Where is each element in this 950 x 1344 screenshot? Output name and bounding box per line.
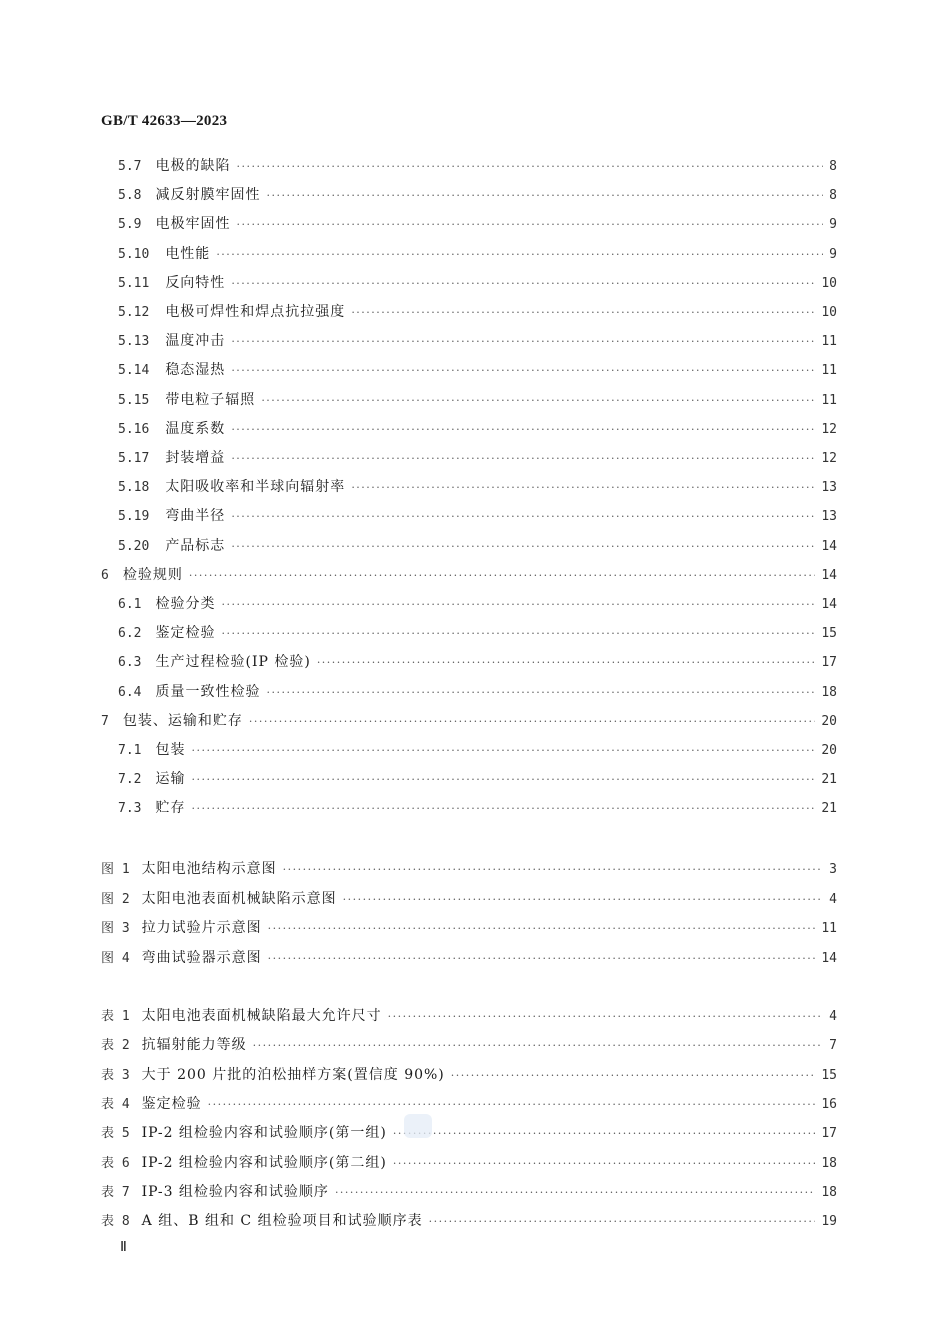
entry-number: 5.8 (118, 188, 142, 204)
entry-page-number: 8 (829, 159, 837, 174)
table-list-entry[interactable] (101, 1064, 837, 1086)
toc-entry[interactable] (118, 243, 837, 265)
toc-entry[interactable] (118, 622, 837, 644)
entry-page-number: 14 (821, 597, 837, 612)
dot-leader (221, 623, 815, 645)
entry-number: 7.2 (118, 772, 142, 788)
toc-entry[interactable] (118, 476, 837, 498)
toc-entry[interactable] (118, 681, 837, 703)
dot-leader (208, 1094, 816, 1116)
entry-page-number: 4 (829, 891, 837, 907)
entry-number: 图 1 (101, 862, 130, 877)
entry-number: 表 6 (101, 1155, 130, 1171)
entry-number: 5.16 (118, 421, 150, 437)
entry-number: 5.13 (118, 334, 150, 350)
toc-entry[interactable] (118, 768, 837, 790)
dot-leader (268, 948, 816, 970)
entry-page-number: 21 (821, 801, 837, 817)
entry-title: 稳态湿热 (165, 362, 226, 379)
entry-page-number: 19 (821, 1214, 837, 1230)
entry-number: 5.12 (118, 305, 150, 320)
toc-entry[interactable] (118, 739, 837, 761)
entry-title: 太阳吸收率和半球向辐射率 (165, 479, 346, 496)
entry-number: 表 5 (101, 1126, 130, 1142)
dot-leader (451, 1065, 816, 1087)
entry-title: 弯曲试验器示意图 (141, 949, 262, 966)
entry-page-number: 11 (821, 921, 837, 936)
dot-leader (351, 302, 815, 324)
dot-leader (189, 565, 816, 587)
entry-page-number: 13 (821, 509, 837, 525)
entry-page-number: 18 (821, 684, 837, 700)
figure-list-entry[interactable] (101, 917, 837, 939)
dot-leader (231, 331, 815, 353)
entry-number: 6.2 (118, 626, 142, 642)
dot-leader (236, 156, 823, 178)
entry-number: 5.18 (118, 480, 150, 496)
dot-leader (393, 1123, 815, 1145)
dot-leader (343, 889, 824, 911)
entry-number: 5.10 (118, 246, 150, 262)
dot-leader (388, 1006, 824, 1028)
table-list-entry[interactable] (101, 1152, 837, 1174)
entry-number: 5.20 (118, 538, 150, 554)
toc-entry[interactable] (118, 184, 837, 206)
entry-title: 产品标志 (165, 537, 226, 554)
entry-number: 6.3 (118, 655, 142, 671)
entry-number: 6.1 (118, 597, 142, 612)
dot-leader (317, 652, 816, 674)
entry-page-number: 11 (821, 363, 837, 379)
entry-page-number: 18 (821, 1155, 837, 1171)
entry-number: 5.19 (118, 509, 150, 525)
dot-leader (191, 740, 815, 762)
toc-entry[interactable] (118, 272, 837, 294)
toc-entry[interactable] (118, 301, 837, 323)
toc-entry[interactable] (118, 535, 837, 557)
entry-page-number: 20 (821, 713, 837, 729)
figure-list-entry[interactable] (101, 888, 837, 910)
entry-title: 温度系数 (165, 420, 226, 437)
entry-page-number: 15 (821, 1067, 837, 1083)
entry-title: 太阳电池表面机械缺陷示意图 (141, 890, 337, 907)
entry-title: A 组、B 组和 C 组检验项目和试验顺序表 (141, 1213, 423, 1230)
entry-title: 检验规则 (122, 566, 183, 583)
entry-number: 5.17 (118, 451, 150, 466)
table-list-entry[interactable] (101, 1005, 837, 1027)
toc-entry[interactable] (118, 359, 837, 381)
toc-entry[interactable] (118, 213, 837, 235)
entry-page-number: 16 (821, 1096, 837, 1112)
dot-leader (191, 798, 815, 820)
entry-page-number: 3 (829, 862, 837, 877)
dot-leader (429, 1211, 816, 1233)
entry-number: 7.1 (118, 743, 142, 758)
entry-title: 运输 (155, 771, 186, 788)
entry-page-number: 20 (821, 743, 837, 758)
entry-page-number: 17 (821, 1126, 837, 1142)
entry-number: 6.4 (118, 684, 142, 700)
standard-code-header: GB/T 42633—2023 (101, 113, 228, 129)
entry-number: 5.9 (118, 217, 142, 233)
entry-title: 拉力试验片示意图 (141, 920, 262, 936)
entry-title: 电性能 (165, 245, 211, 262)
dot-leader (253, 1035, 824, 1057)
dot-leader (231, 448, 815, 470)
dot-leader (231, 273, 815, 295)
dot-leader (283, 859, 824, 881)
entry-title: 包装 (155, 742, 186, 758)
figure-list-entry[interactable] (101, 947, 837, 969)
dot-leader (231, 419, 815, 441)
toc-entry[interactable] (118, 447, 837, 469)
dot-leader (221, 594, 815, 616)
toc-entry[interactable] (118, 330, 837, 352)
dot-leader (231, 536, 815, 558)
entry-page-number: 10 (821, 275, 837, 291)
entry-title: 封装增益 (165, 450, 226, 466)
entry-title: 包装、运输和贮存 (122, 712, 243, 729)
dot-leader (216, 244, 823, 266)
entry-title: 带电粒子辐照 (165, 391, 256, 408)
entry-title: 贮存 (155, 800, 186, 817)
dot-leader (231, 506, 815, 528)
entry-title: 检验分类 (155, 596, 216, 612)
entry-number: 5.14 (118, 363, 150, 379)
entry-number: 图 2 (101, 891, 130, 907)
entry-title: 鉴定检验 (141, 1095, 202, 1112)
entry-number: 5.7 (118, 159, 142, 174)
entry-title: IP-2 组检验内容和试验顺序(第二组) (141, 1154, 387, 1171)
toc-entry[interactable] (118, 155, 837, 177)
entry-number: 表 1 (101, 1009, 130, 1024)
entry-title: 电极牢固性 (155, 216, 231, 233)
entry-number: 5.11 (118, 275, 150, 291)
toc-entry[interactable] (118, 651, 837, 673)
dot-leader (266, 682, 815, 704)
entry-number: 表 3 (101, 1067, 130, 1083)
entry-page-number: 11 (821, 334, 837, 350)
entry-number: 表 2 (101, 1038, 130, 1054)
entry-title: 太阳电池表面机械缺陷最大允许尺寸 (141, 1008, 382, 1024)
toc-entry[interactable] (118, 593, 837, 615)
entry-title: 减反射膜牢固性 (155, 187, 261, 204)
entry-title: 电极可焊性和焊点抗拉强度 (165, 304, 346, 320)
figure-list-entry[interactable] (101, 858, 837, 880)
dot-leader (261, 390, 815, 412)
dot-leader (249, 711, 816, 733)
dot-leader (351, 477, 815, 499)
dot-leader (191, 769, 815, 791)
entry-title: 生产过程检验(IP 检验) (155, 654, 311, 671)
entry-page-number: 10 (821, 305, 837, 320)
entry-number: 7 (101, 713, 109, 729)
dot-leader (268, 918, 816, 940)
entry-number: 7.3 (118, 801, 142, 817)
entry-title: 温度冲击 (165, 333, 226, 350)
toc-entry[interactable] (118, 389, 837, 411)
entry-page-number: 9 (829, 246, 837, 262)
dot-leader (393, 1153, 815, 1175)
dot-leader (266, 185, 823, 207)
entry-page-number: 7 (829, 1038, 837, 1054)
entry-number: 6 (101, 567, 109, 583)
entry-page-number: 21 (821, 772, 837, 788)
table-list-entry[interactable] (101, 1093, 837, 1115)
entry-title: 太阳电池结构示意图 (141, 861, 277, 877)
entry-page-number: 14 (821, 538, 837, 554)
toc-entry[interactable] (101, 564, 837, 586)
dot-leader (231, 360, 815, 382)
entry-page-number: 18 (821, 1184, 837, 1200)
entry-title: 电极的缺陷 (155, 158, 231, 174)
entry-page-number: 9 (829, 217, 837, 233)
entry-title: 反向特性 (165, 274, 226, 291)
table-list-entry[interactable] (101, 1122, 837, 1144)
entry-title: IP-3 组检验内容和试验顺序 (141, 1183, 329, 1200)
entry-title: 抗辐射能力等级 (141, 1037, 247, 1054)
dot-leader (335, 1182, 815, 1204)
entry-title: IP-2 组检验内容和试验顺序(第一组) (141, 1125, 387, 1142)
entry-number: 表 4 (101, 1096, 130, 1112)
entry-page-number: 14 (821, 950, 837, 966)
entry-page-number: 12 (821, 451, 837, 466)
entry-title: 鉴定检验 (155, 625, 216, 642)
toc-entry[interactable] (118, 505, 837, 527)
entry-page-number: 4 (829, 1009, 837, 1024)
entry-page-number: 8 (829, 188, 837, 204)
watermark-logo (404, 1114, 432, 1138)
entry-number: 图 4 (101, 950, 130, 966)
toc-entry[interactable] (118, 418, 837, 440)
entry-number: 5.15 (118, 392, 150, 408)
entry-page-number: 11 (821, 392, 837, 408)
table-list-entry[interactable] (101, 1210, 837, 1232)
table-list-entry[interactable] (101, 1034, 837, 1056)
entry-page-number: 17 (821, 655, 837, 671)
entry-number: 表 8 (101, 1214, 130, 1230)
entry-page-number: 15 (821, 626, 837, 642)
entry-page-number: 12 (821, 421, 837, 437)
page-number: Ⅱ (120, 1240, 127, 1255)
entry-title: 弯曲半径 (165, 508, 226, 525)
dot-leader (236, 214, 823, 236)
entry-title: 质量一致性检验 (155, 683, 261, 700)
toc-entry[interactable] (101, 710, 837, 732)
entry-page-number: 13 (821, 480, 837, 496)
entry-number: 图 3 (101, 921, 130, 936)
entry-title: 大于 200 片批的泊松抽样方案(置信度 90%) (141, 1066, 445, 1083)
toc-entry[interactable] (118, 797, 837, 819)
entry-number: 表 7 (101, 1184, 130, 1200)
entry-page-number: 14 (821, 567, 837, 583)
table-list-entry[interactable] (101, 1181, 837, 1203)
